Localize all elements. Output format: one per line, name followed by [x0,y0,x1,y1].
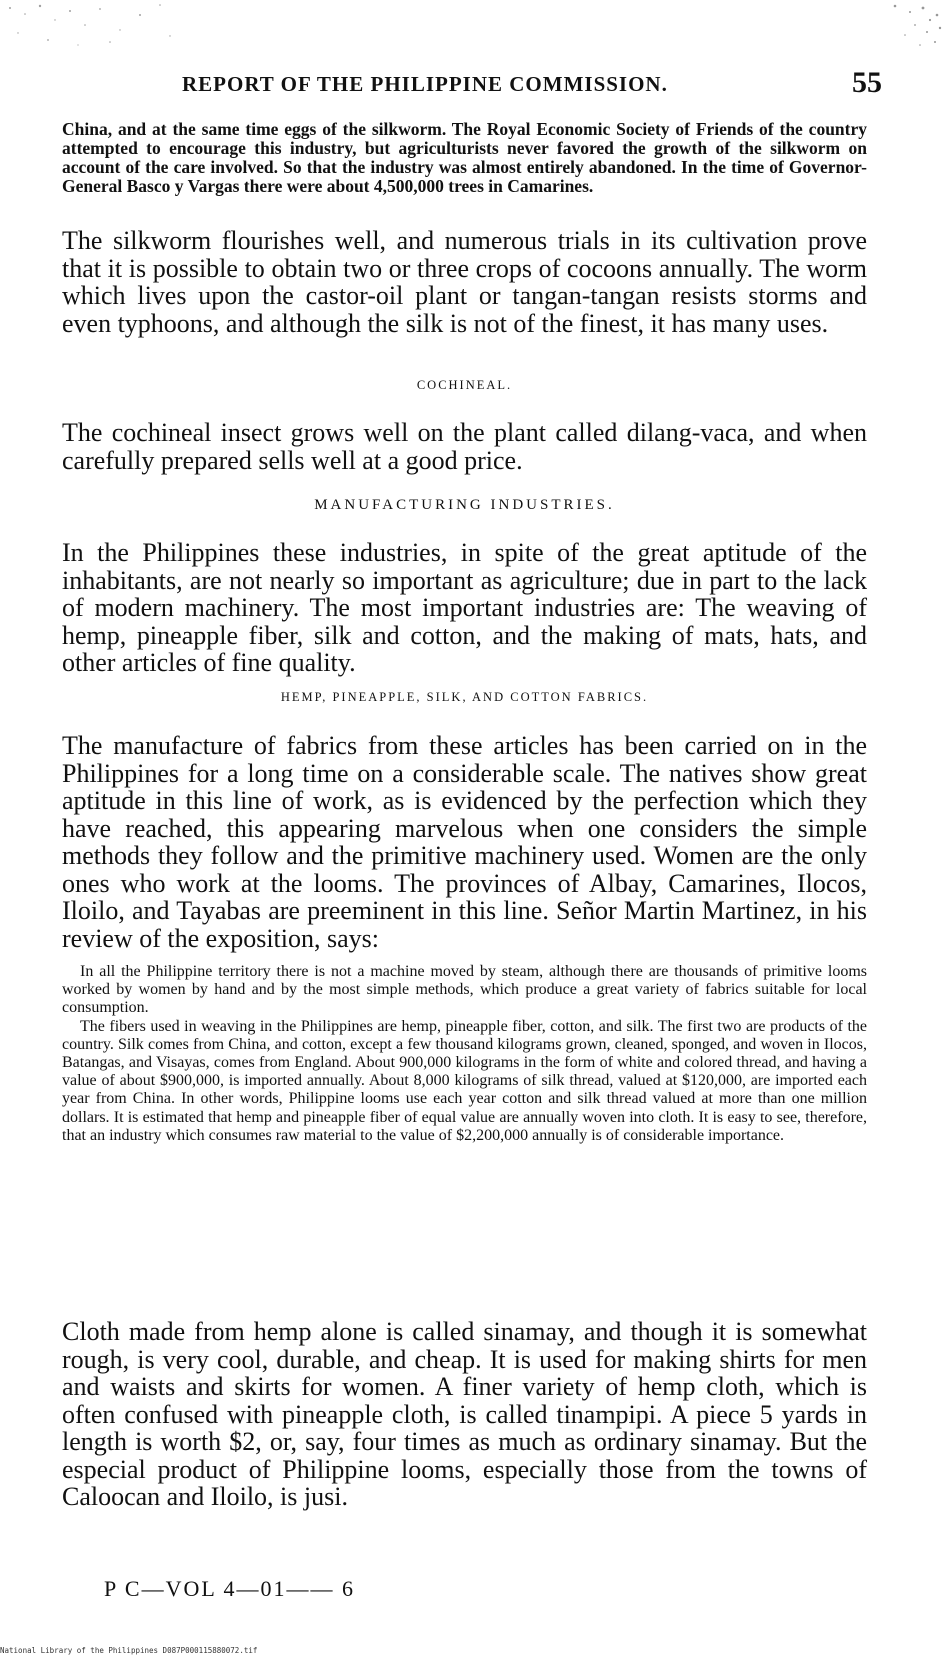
scan-source-footer: National Library of the Philippines D087P000115880072.tif [0,1646,258,1655]
paragraph-silkworm-cultivation: The silkworm flourishes well, and numerous trials in its cultivation prove that it is possible to obtain two or three crops of cocoons annually. The worm which lives upon the castor-oil plant or tangan-tangan resists storms and even typhoons, and although the silk is not of the finest, it has many uses. [62,226,867,338]
paragraph-cloth-types: Cloth made from hemp alone is called sinamay, and though it is somewhat rough, is very cool, durable, and cheap. It is used for making shirts for men and waists and skirts for women. A finer variety of hemp cloth, which is often confused with pineapple cloth, is called tinampipi. A piece 5 yards in length is worth $2, or, say, four times as much as ordinary sinamay. But the especial product of Philippine looms, especially those from the towns of Caloocan and Iloilo, is jusi. [62,1317,867,1511]
section-heading-cochineal: COCHINEAL. [416,378,513,392]
paragraph-silkworm-history: China, and at the same time eggs of the silkworm. The Royal Economic Society of Friends of the country attempted to encourage this industry, but agriculturists never favored the growth of the silkworm on account of the care involved. So that the industry was almost entirely abandoned. In the time of Governor-General Basco y Vargas there were about 4,500,000 trees in Camarines. [62,119,867,196]
scan-speckle-left [0,0,180,55]
running-head: REPORT OF THE PHILIPPINE COMMISSION. [182,72,668,96]
scan-speckle-right [835,0,945,55]
section-heading-manufacturing: MANUFACTURING INDUSTRIES. [314,497,615,513]
section-heading-fabrics: HEMP, PINEAPPLE, SILK, AND COTTON FABRICS. [280,690,649,704]
block-quote-martinez [62,963,867,1145]
page-header [62,62,882,102]
signature-mark: P C—VOL 4—01—— 6 [104,1576,355,1601]
paragraph-cochineal: The cochineal insect grows well on the plant called dilang-vaca, and when carefully prepared sells well at a good price. [62,418,867,475]
quote-paragraph: In all the Philippine territory there is not a machine moved by steam, although there are thousands of primitive looms worked by women by hand and by the most simple methods, which produce a great variety of fabrics suitable for local consumption. [62,963,867,1017]
quote-paragraph: The fibers used in weaving in the Philippines are hemp, pineapple fiber, cotton, and silk. The first two are products of the country. Silk comes from China, and cotton, except a few thousand kilograms grown, cleaned, sponged, and woven in Ilocos, Batangas, and Visayas, comes from England. About 900,000 kilograms in the form of white and colored thread, and having a value of about $900,000, is imported annually. About 8,000 kilograms of silk thread, valued at $120,000, are imported each year from China. In other words, Philippine looms use each year cotton and silk thread valued at more than one million dollars. It is estimated that hemp and pineapple fiber of equal value are annually woven into cloth. It is easy to see, therefore, that an industry which consumes raw material to the value of $2,200,000 annually is of considerable importance. [62,1017,867,1144]
paragraph-fabrics: The manufacture of fabrics from these articles has been carried on in the Philippines for a long time on a considerable scale. The natives show great aptitude in this line of work, as is evidenced by the perfection which they have reached, this appearing marvelous when one considers the simple methods they follow and the primitive machinery used. Women are the only ones who work at the looms. The provinces of Albay, Camarines, Ilocos, Iloilo, and Tayabas are preeminent in this line. Señor Martin Martinez, in his review of the exposition, says: [62,731,867,953]
page-number: 55 [852,66,882,99]
paragraph-manufacturing: In the Philippines these industries, in spite of the great aptitude of the inhabitants, are not nearly so important as agriculture; due in part to the lack of modern machinery. The most important industries are: The weaving of hemp, pineapple fiber, silk and cotton, and the making of mats, hats, and other articles of fine quality. [62,538,867,677]
